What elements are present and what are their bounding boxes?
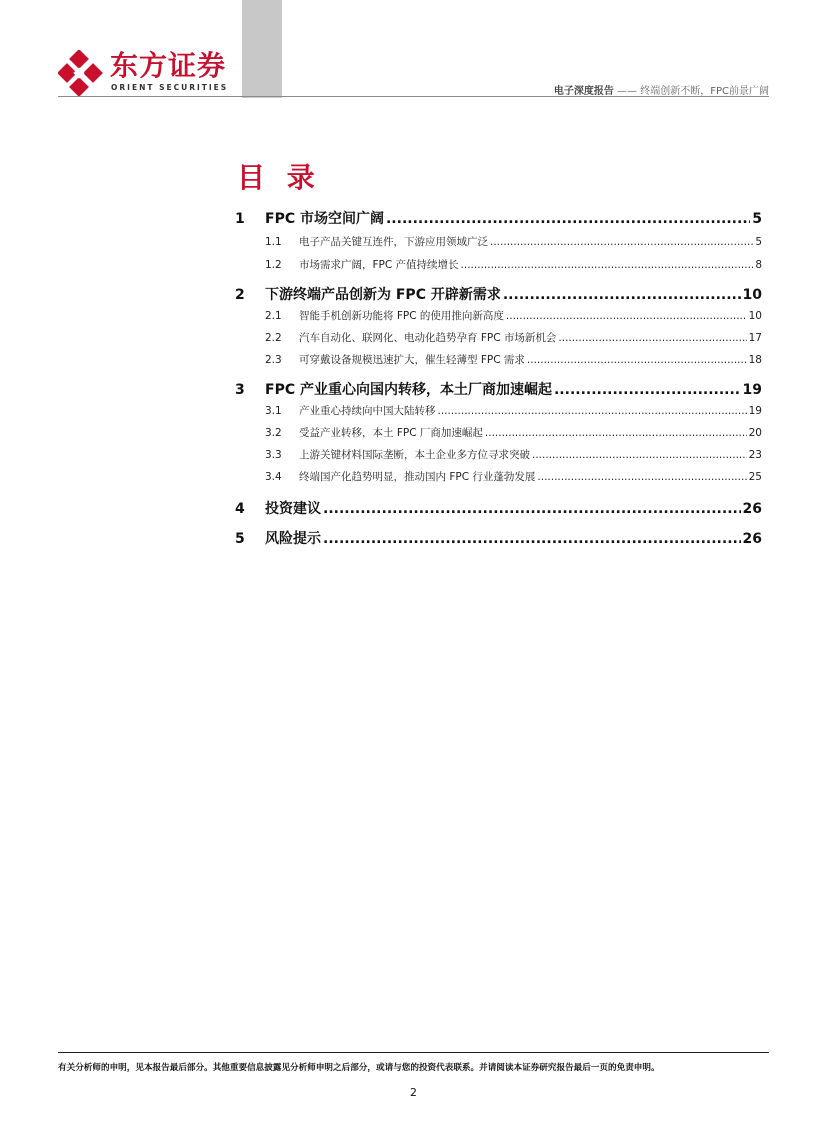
toc-entry-page: 20 (748, 427, 762, 439)
toc-entry-page: 10 (742, 287, 762, 303)
toc-entry[interactable] (235, 403, 762, 418)
toc-leader-dots (503, 287, 741, 303)
toc-entry[interactable] (235, 330, 762, 345)
logo-name-en: ORIENT SECURITIES (111, 83, 229, 92)
toc-entry-page: 26 (742, 531, 762, 547)
toc-entry-text: 市场需求广阔，FPC 产值持续增长 (299, 259, 459, 271)
toc-entry[interactable] (235, 528, 762, 548)
toc-entry-number: 5 (235, 531, 245, 547)
toc-entry[interactable] (235, 308, 762, 323)
toc-entry-text: 汽车自动化、联网化、电动化趋势孕育 FPC 市场新机会 (299, 332, 557, 344)
toc-entry[interactable] (235, 498, 762, 518)
toc-entry-number: 3.1 (265, 405, 282, 417)
toc-entry-page: 26 (742, 501, 762, 517)
toc-entry[interactable] (235, 257, 762, 272)
toc-entry-number: 2.1 (265, 310, 282, 322)
toc-leader-dots (485, 427, 747, 439)
toc-leader-dots (323, 531, 741, 547)
toc-entry[interactable] (235, 352, 762, 367)
toc-entry-number: 3.3 (265, 449, 282, 461)
toc-entry-number: 2 (235, 287, 245, 303)
toc-leader-dots (386, 211, 750, 227)
toc-entry-number: 1.2 (265, 259, 282, 271)
footer-divider (58, 1052, 769, 1053)
toc-entry-text: 电子产品关键互连件，下游应用领域广泛 (299, 236, 488, 248)
toc-entry[interactable] (235, 379, 762, 399)
toc-entry-number: 3 (235, 382, 245, 398)
page-number: 2 (410, 1086, 417, 1099)
toc-entry-text: FPC 市场空间广阔 (265, 211, 384, 227)
toc-entry[interactable] (235, 234, 762, 249)
toc-leader-dots (461, 259, 754, 271)
toc-entry-text: 投资建议 (265, 501, 321, 517)
footer-disclaimer: 有关分析师的申明，见本报告最后部分。其他重要信息披露见分析师申明之后部分，或请与您的投资代表联系。并请阅读本证券研究报告最后一页的免责申明。 (58, 1063, 660, 1073)
toc-entry-page: 10 (748, 310, 762, 322)
logo-name-cn: 东方证券 (110, 49, 227, 82)
report-type: 电子深度报告 (553, 86, 614, 97)
toc-leader-dots (438, 405, 747, 417)
toc-entry[interactable] (235, 208, 762, 228)
toc-entry-text: 上游关键材料国际垄断，本土企业多方位寻求突破 (299, 449, 530, 461)
report-header (554, 82, 769, 97)
toc-entry-text: 可穿戴设备规模迅速扩大，催生轻薄型 FPC 需求 (299, 354, 525, 366)
toc-entry-number: 4 (235, 501, 245, 517)
toc-leader-dots (537, 471, 746, 483)
toc-entry-page: 8 (755, 259, 762, 271)
toc-entry-page: 18 (748, 354, 762, 366)
toc-entry-page: 25 (748, 471, 762, 483)
toc-entry-number: 1.1 (265, 236, 282, 248)
header-divider (58, 96, 769, 97)
orient-logo-icon (58, 50, 104, 96)
header-separator: —— (617, 86, 638, 97)
toc-entry-text: 下游终端产品创新为 FPC 开辟新需求 (265, 287, 501, 303)
toc-leader-dots (506, 310, 747, 322)
toc-leader-dots (490, 236, 753, 248)
header-gray-tab (242, 0, 282, 98)
toc-entry-number: 1 (235, 211, 245, 227)
toc-leader-dots (527, 354, 747, 366)
toc-entry-page: 5 (752, 211, 762, 227)
report-title: 终端创新不断，FPC前景广阔 (640, 86, 769, 97)
toc-entry[interactable] (235, 447, 762, 462)
toc-entry-page: 5 (755, 236, 762, 248)
toc-entry[interactable] (235, 425, 762, 440)
toc-leader-dots (558, 332, 746, 344)
toc-entry-number: 3.4 (265, 471, 282, 483)
toc-entry-page: 19 (742, 382, 762, 398)
toc-entry-text: 智能手机创新功能将 FPC 的使用推向新高度 (299, 310, 504, 322)
toc-entry-text: FPC 产业重心向国内转移，本土厂商加速崛起 (265, 382, 552, 398)
toc-entry-page: 23 (748, 449, 762, 461)
toc-entry-number: 3.2 (265, 427, 282, 439)
toc-entry-page: 17 (748, 332, 762, 344)
toc-entry-page: 19 (748, 405, 762, 417)
toc-leader-dots (554, 382, 741, 398)
toc-entry[interactable] (235, 469, 762, 484)
toc-title: 目 录 (237, 161, 321, 194)
toc-entry-text: 风险提示 (265, 531, 321, 547)
toc-entry-number: 2.2 (265, 332, 282, 344)
toc-entry-text: 受益产业转移，本土 FPC 厂商加速崛起 (299, 427, 483, 439)
toc-leader-dots (323, 501, 741, 517)
toc-entry-text: 终端国产化趋势明显，推动国内 FPC 行业蓬勃发展 (299, 471, 536, 483)
toc-leader-dots (532, 449, 747, 461)
toc-entry-text: 产业重心持续向中国大陆转移 (299, 405, 436, 417)
toc-entry-number: 2.3 (265, 354, 282, 366)
toc-entry[interactable] (235, 284, 762, 304)
